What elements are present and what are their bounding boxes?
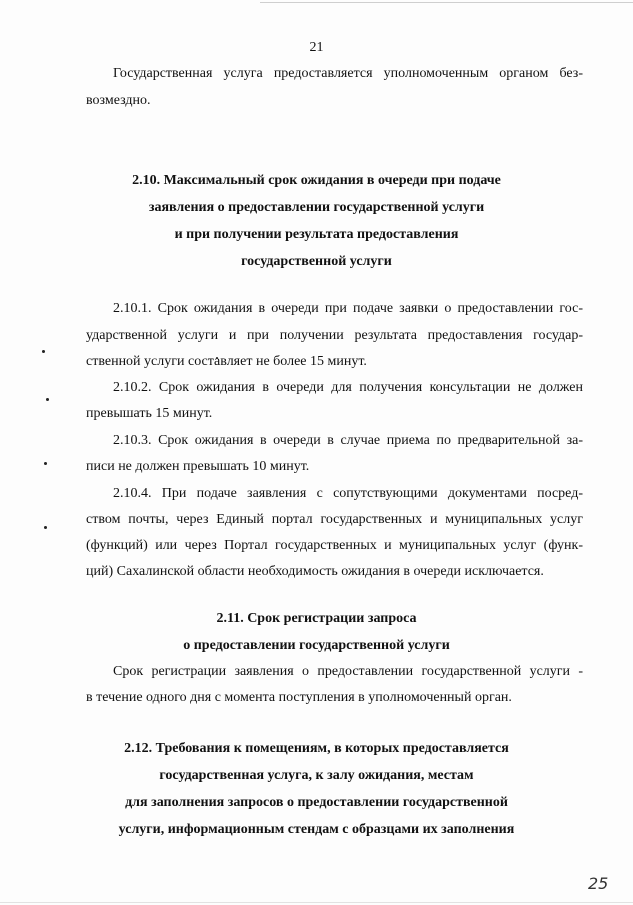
section-heading-2-12: государственная услуга, к залу ожидания, местам [159, 768, 474, 783]
section-heading-2-12: для заполнения запросов о предоставлении государственной [125, 795, 508, 810]
page-number: 21 [309, 40, 324, 55]
paragraph-2-10-2: 2.10.2. Срок ожидания в очереди для получения консультации не должен [113, 380, 583, 395]
intro-line: возмездно. [86, 93, 151, 108]
scan-speck [42, 350, 45, 353]
paragraph-2-10-2: превышать 15 минут. [86, 406, 213, 421]
paragraph-2-10-3: писи не должен превышать 10 минут. [86, 459, 310, 474]
paragraph-2-10-4: ций) Сахалинской области необходимость ожидания в очереди исключается. [86, 564, 544, 579]
paragraph-2-10-1: 2.10.1. Срок ожидания в очереди при подаче заявки о предоставлении гос- [113, 301, 583, 316]
handwritten-page-mark: 25 [588, 874, 609, 893]
section-heading-2-12: 2.12. Требования к помещениям, в которых предоставляется [124, 741, 509, 756]
intro-line: Государственная услуга предоставляется уполномоченным органом без- [113, 66, 583, 81]
section-heading-2-10: заявления о предоставлении государственной услуги [148, 200, 485, 215]
scan-speck [46, 398, 49, 401]
section-heading-2-11: 2.11. Срок регистрации запроса [216, 611, 417, 626]
paragraph-2-10-1: ударственной услуги и при получении результата предоставления государ- [86, 328, 583, 343]
paragraph-2-10-4: ством почты, через Единый портал государственных и муниципальных услуг [86, 512, 583, 527]
scan-edge-line [0, 902, 633, 903]
scan-speck [44, 462, 47, 465]
paragraph-2-10-4: (функций) или через Портал государственных и муниципальных услуг (функ- [86, 538, 583, 553]
section-heading-2-10: 2.10. Максимальный срок ожидания в очереди при подаче [132, 173, 501, 188]
paragraph-2-10-1: ственной услуги составляет не более 15 минут. [86, 354, 367, 369]
scan-speck [44, 526, 47, 529]
paragraph-2-11: в течение одного дня с момента поступления в уполномоченный орган. [86, 690, 512, 705]
section-heading-2-10: государственной услуги [241, 254, 392, 269]
paragraph-2-11: Срок регистрации заявления о предоставлении государственной услуги - [113, 664, 583, 679]
section-heading-2-12: услуги, информационным стендам с образцами их заполнения [118, 822, 515, 837]
section-heading-2-11: о предоставлении государственной услуги [183, 638, 450, 653]
paragraph-2-10-3: 2.10.3. Срок ожидания в очереди в случае приема по предварительной за- [113, 433, 583, 448]
paragraph-2-10-4: 2.10.4. При подаче заявления с сопутствующими документами посред- [113, 486, 583, 501]
section-heading-2-10: и при получении результата предоставления [174, 227, 459, 242]
scan-edge-line [260, 2, 633, 3]
